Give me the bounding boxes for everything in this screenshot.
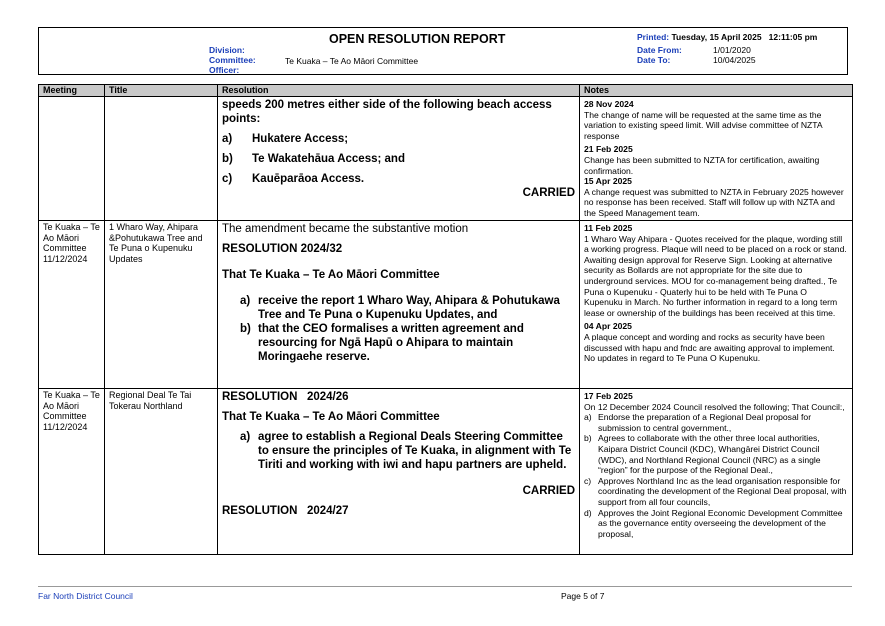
resolution-intro: speeds 200 metres either side of the following beach access points: (222, 99, 552, 125)
officer-label: Officer: (209, 65, 240, 75)
printed-info (637, 32, 817, 42)
resolution-cell (218, 221, 580, 389)
col-meeting: Meeting (39, 85, 105, 97)
report-header (38, 27, 848, 75)
note-text: 1 Wharo Way Ahipara - Quotes received for the plaque, wording still a working progress. Plaque will need to be placed on a rock or stand. Awaiting design approval for Reserve Sign. Looking at alternative security as Bollards are not appropriate for the site due to underground services. MOU for co-management being drafted., Te Puna o Kupenuku - Quaterly hui to be held with Te Puna O Kupenuku in March. No further information in regard to a long term lease or ownership of the buildings has been received at this time. (584, 233, 847, 318)
note-date: 04 Apr 2025 (584, 321, 632, 332)
printed-value: Tuesday, 15 April 2025 12:11:05 pm (671, 32, 818, 42)
resolution-table (38, 84, 853, 555)
resolution-committee: That Te Kuaka – Te Ao Māori Committee (222, 269, 440, 281)
meta-labels (209, 45, 256, 75)
committee-value: Te Kuaka – Te Ao Māori Committee (285, 56, 419, 66)
date-values (713, 45, 756, 65)
carried-label: CARRIED (522, 187, 575, 199)
note-text: A change request was submitted to NZTA in February 2025 however no response has been received. Staff will follow up with NZTA and the Speed Management team. (584, 186, 844, 218)
resolution-item: b) Te Wakatehāua Access; and (222, 153, 405, 165)
notes-cell (580, 97, 853, 221)
title-cell: 1 Wharo Way, Ahipara &Pohutukawa Tree and Te Puna o Kupenuku Updates (105, 221, 218, 389)
footer-organisation: Far North District Council (38, 591, 133, 601)
note-date: 11 Feb 2025 (584, 223, 633, 233)
note-date: 21 Feb 2025 (584, 144, 633, 155)
resolution-committee: That Te Kuaka – Te Ao Māori Committee (222, 411, 440, 423)
table-row (39, 97, 853, 221)
col-notes: Notes (580, 85, 853, 97)
date-to-label: Date To: (637, 55, 671, 65)
note-text: On 12 December 2024 Council resolved the following; That Council:, (584, 401, 845, 412)
meeting-cell (39, 97, 105, 221)
meeting-cell: Te Kuaka – Te Ao Māori Committee 11/12/2024 (39, 389, 105, 555)
resolution-cell (218, 97, 580, 221)
report-title: OPEN RESOLUTION REPORT (329, 32, 506, 46)
date-to-value: 10/04/2025 (713, 55, 756, 65)
notes-cell (580, 221, 853, 389)
date-from-label: Date From: (637, 45, 682, 55)
note-text: A plaque concept and wording and rocks as security have been discussed with hapu and fndc are awaiting approval to implement. No updates in regard to Te Puna O Kupenuku. (584, 331, 835, 364)
resolution-number: RESOLUTION 2024/32 (222, 243, 343, 255)
resolution-cell (218, 389, 580, 555)
division-label: Division: (209, 45, 245, 55)
note-date: 28 Nov 2024 (584, 99, 634, 109)
note-text: Change has been submitted to NZTA for certification, awaiting confirmation. (584, 154, 820, 176)
col-resolution: Resolution (218, 85, 580, 97)
resolution-number: RESOLUTION 2024/26 (222, 391, 349, 403)
resolution-item: c) Kauēparāoa Access. (222, 173, 365, 185)
carried-label: CARRIED (522, 485, 575, 497)
resolution-item: a) agree to establish a Regional Deals Steering Committee to ensure the principles of Te Kuaka, in alignment with Te Tiriti and working with iwi and hapu partners are upheld. (240, 431, 572, 471)
printed-label: Printed: (637, 32, 670, 42)
note-list-item: c) Approves Northland Inc as the lead organisation responsible for coordinating the development of the Regional Deal proposal, with support from all four councils, (584, 475, 847, 507)
table-row (39, 221, 853, 389)
date-labels (637, 45, 682, 65)
resolution-number: RESOLUTION 2024/27 (222, 505, 349, 517)
note-text: The change of name will be requested at the same time as the variation to existing speed limit. Will advise committee of NZTA response (584, 109, 823, 141)
note-list-item: b) Agrees to collaborate with the other three local authorities, Kaipara District Council (KDC), Whangārei District Council (WDC), and Northland Regional Council (NRC) as a single “region” for the purpose of the Regional Deal., (584, 433, 821, 476)
col-title: Title (105, 85, 218, 97)
resolution-item: b) that the CEO formalises a written agreement and resourcing for Ngā Hapū o Ahipara to maintain Moringaehe reserve. (240, 323, 524, 363)
meeting-cell: Te Kuaka – Te Ao Māori Committee 11/12/2024 (39, 221, 105, 389)
title-cell (105, 97, 218, 221)
resolution-item: a) receive the report 1 Wharo Way, Ahipara & Pohutukawa Tree and Te Puna o Kupenuku Updates, and (240, 295, 560, 321)
note-date: 15 Apr 2025 (584, 176, 632, 187)
date-from-value: 1/01/2020 (713, 45, 751, 55)
resolution-item: a) Hukatere Access; (222, 133, 349, 145)
table-header-row (39, 85, 853, 97)
footer-divider (38, 586, 852, 587)
committee-label: Committee: (209, 55, 256, 65)
page-number: Page 5 of 7 (561, 591, 605, 601)
notes-cell (580, 389, 853, 555)
table-row (39, 389, 853, 555)
title-cell: Regional Deal Te Tai Tokerau Northland (105, 389, 218, 555)
note-date: 17 Feb 2025 (584, 391, 633, 401)
resolution-line: The amendment became the substantive motion (222, 223, 469, 235)
note-list-item: d) Approves the Joint Regional Economic Development Committee as the governance entity overseeing the development of the proposal, (584, 507, 843, 539)
note-list-item: a) Endorse the preparation of a Regional Deal proposal for submission to central government., (584, 412, 812, 433)
